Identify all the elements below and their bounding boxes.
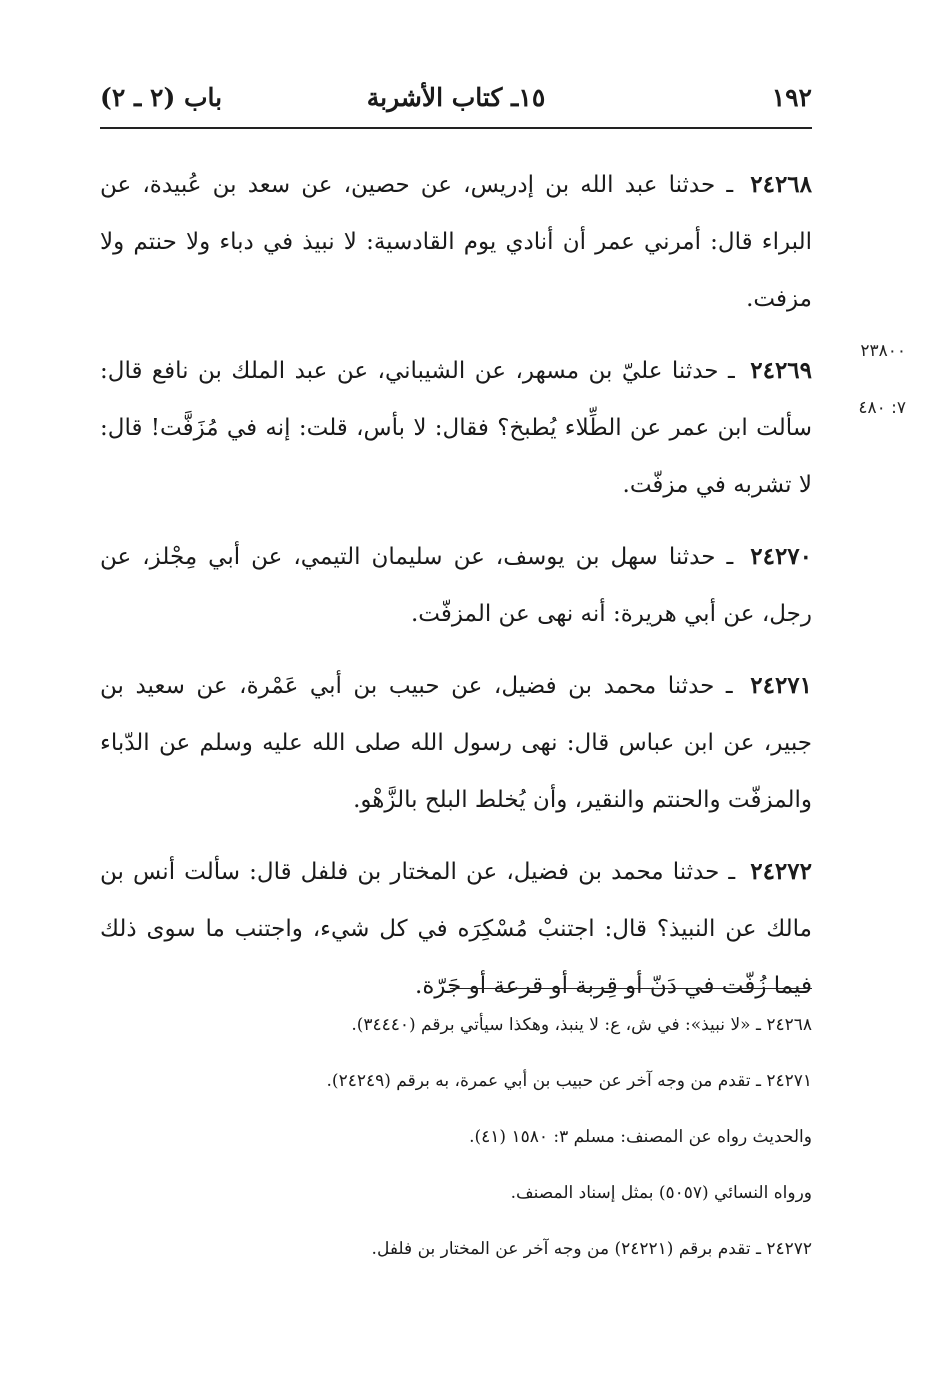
hadith-text: ـ حدثنا عليّ بن مسهر، عن الشيباني، عن عبد الملك بن نافع قال: سألت ابن عمر عن الطِّلاء يُطبخ؟ فقال: لا بأس، قلت: إنه في مُزَفَّت! قال: لا تشربه في مزفّت. (100, 358, 812, 498)
footnote: ٢٤٢٧٢ ـ تقدم برقم (٢٤٢٢١) من وجه آخر عن المختار بن فلفل. (371, 1239, 812, 1259)
hadith-paragraph (100, 156, 812, 328)
margin-reference: ٧: ٤٨٠ (858, 398, 906, 418)
hadith-number: ٢٤٢٧٢ (750, 858, 812, 885)
hadith-paragraph (100, 657, 812, 829)
header-rule (100, 127, 812, 129)
hadith-text: ـ حدثنا سهل بن يوسف، عن سليمان التيمي، عن أبي مِجْلز، عن رجل، عن أبي هريرة: أنه نهى عن المزفّت. (100, 544, 812, 627)
footnote: ٢٤٢٧١ ـ تقدم من وجه آخر عن حبيب بن أبي عمرة، به برقم (٢٤٢٤٩). (326, 1071, 812, 1091)
margin-reference: ٢٣٨٠٠ (860, 341, 906, 361)
hadith-paragraph (100, 528, 812, 643)
hadith-number: ٢٤٢٧٠ (750, 543, 813, 570)
chapter-label: باب (٢ ـ ٢) (100, 83, 223, 112)
running-header (100, 80, 812, 126)
footnote: والحديث رواه عن المصنف: مسلم ٣: ١٥٨٠ (٤١). (469, 1127, 812, 1147)
footnote: ورواه النسائي (٥٠٥٧) بمثل إسناد المصنف. (510, 1183, 812, 1203)
hadith-number: ٢٤٢٦٩ (750, 357, 813, 384)
main-text (100, 156, 812, 1029)
hadith-number: ٢٤٢٧١ (750, 672, 813, 699)
hadith-number: ٢٤٢٦٨ (750, 171, 813, 198)
hadith-text: ـ حدثنا عبد الله بن إدريس، عن حصين، عن سعد بن عُبيدة، عن البراء قال: أمرني عمر أن أنادي يوم القادسية: لا نبيذ في دباء ولا حنتم ولا مزفت. (100, 172, 812, 312)
page-number: ١٩٢ (771, 83, 812, 112)
hadith-paragraph (100, 843, 812, 1015)
hadith-text: ـ حدثنا محمد بن فضيل، عن المختار بن فلفل قال: سألت أنس بن مالك عن النبيذ؟ قال: اجتنبْ مُسْكِرَه في كل شيء، واجتنب ما سوى ذلك فيما زُفّت في دَنّ أو قِربة أو قرعة أو جَرّة. (100, 859, 812, 999)
hadith-paragraph (100, 342, 812, 514)
footnote-separator (450, 988, 812, 989)
hadith-text: ـ حدثنا محمد بن فضيل، عن حبيب بن أبي عَمْرة، عن سعيد بن جبير، عن ابن عباس قال: نهى رسول الله صلى الله عليه وسلم عن الدّباء والمزفّت والحنتم والنقير، وأن يُخلط البلح بالزَّهْو. (100, 673, 812, 813)
footnote: ٢٤٢٦٨ ـ «لا نبيذ»: في ش، ع: لا ينبذ، وهكذا سيأتي برقم (٣٤٤٤٠). (351, 1015, 812, 1035)
footnotes (100, 1012, 812, 1292)
book-title: ١٥ـ كتاب الأشربة (366, 83, 546, 112)
